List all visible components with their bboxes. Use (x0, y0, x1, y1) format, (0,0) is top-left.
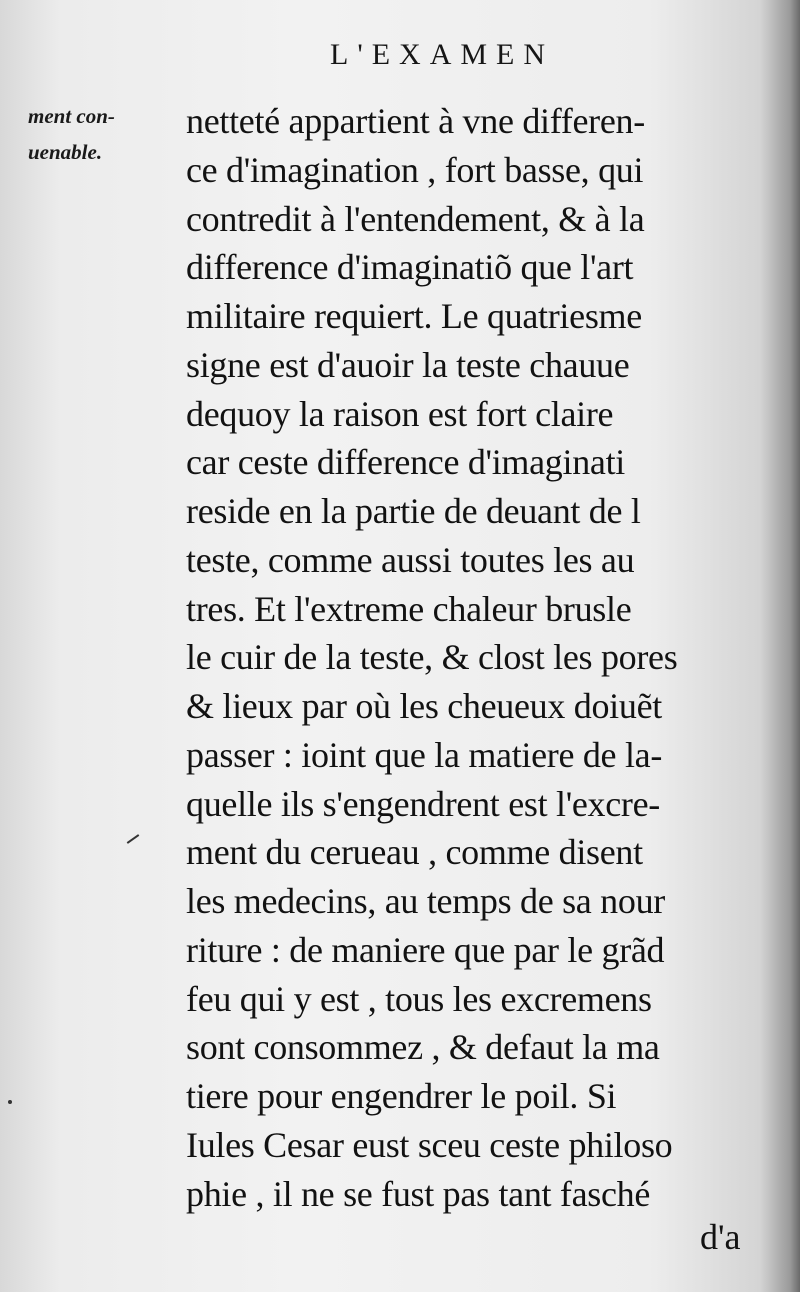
text-line: quelle ils s'engendrent est l'excre- (186, 783, 660, 824)
text-line: feu qui y est , tous les excremens (186, 978, 652, 1019)
ink-mark (127, 834, 140, 844)
text-line: riture : de maniere que par le grãd (186, 929, 665, 970)
catchword: d'a (700, 1217, 741, 1257)
text-line: passer : ioint que la matiere de la- (186, 734, 663, 775)
text-line: reside en la partie de deuant de l (186, 491, 641, 531)
text-line: militaire requiert. Le quatriesme (186, 296, 642, 336)
text-line: ce d'imagination , fort basse, qui (186, 149, 644, 190)
text-line: & lieux par où les cheueux doiuẽt (186, 686, 662, 726)
margin-note (28, 98, 178, 170)
text-line: car ceste difference d'imaginati (186, 442, 625, 483)
running-head: L'EXAMEN (330, 38, 555, 71)
text-line: le cuir de la teste, & clost les pores (186, 637, 678, 678)
text-line: signe est d'auoir la teste chauue (186, 344, 630, 385)
text-line: les medecins, au temps de sa nour (186, 881, 665, 921)
margin-note-line: ment con- (28, 104, 115, 128)
text-line: Iules Cesar eust sceu ceste philoso (186, 1124, 673, 1165)
text-line: difference d'imaginatiõ que l'art (186, 247, 634, 288)
text-line: phie , il ne se fust pas tant fasché (186, 1173, 651, 1214)
text-line: teste, comme aussi toutes les au (186, 539, 635, 580)
text-line: dequoy la raison est fort claire (186, 393, 614, 434)
text-line: tiere pour engendrer le poil. Si (186, 1076, 617, 1116)
text-line: sont consommez , & defaut la ma (186, 1027, 660, 1068)
body-text (186, 97, 756, 1218)
text-line: contredit à l'entendement, & à la (186, 198, 645, 239)
text-line: ment du cerueau , comme disent (186, 832, 643, 873)
text-line: tres. Et l'extreme chaleur brusle (186, 588, 632, 629)
ink-dot (8, 1100, 12, 1104)
text-line: netteté appartient à vne differen- (186, 101, 645, 141)
margin-note-line: uenable. (28, 140, 103, 164)
